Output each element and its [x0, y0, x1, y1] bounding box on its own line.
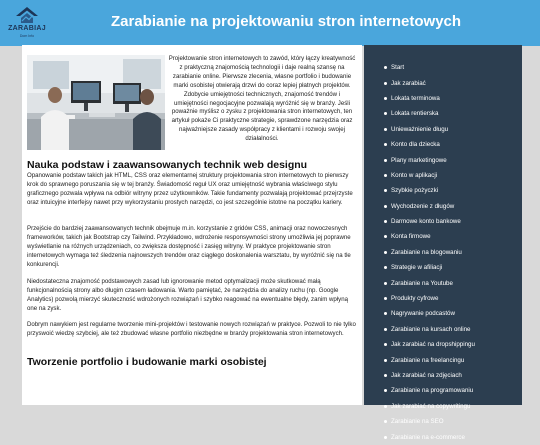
bullet-icon [384, 297, 387, 300]
article-paragraph: Dobrym nawykiem jest regularne tworzenie mini-projektów i testowanie nowych rozwiązań w praktyce. Pozwoli to nie tylko przyswoić wiedzę szybciej, ale też zbudować własne portfolio niezbędne w branży projektowania stron internetowych. [27, 321, 356, 337]
sidebar-item-label: Unieważnienie długu [391, 125, 449, 133]
sidebar-item[interactable] [364, 168, 522, 183]
sidebar-item-label: Szybkie pożyczki [391, 187, 439, 195]
sidebar-item-label: Konto w aplikacji [391, 171, 438, 179]
bullet-icon [384, 312, 387, 315]
sidebar-item-label: Produkty cyfrowe [391, 295, 439, 303]
bullet-icon [384, 328, 387, 331]
sidebar-item-label: Zarabianie na kursach online [391, 325, 471, 333]
bullet-icon [384, 374, 387, 377]
sidebar-item[interactable] [364, 291, 522, 306]
article-photo [27, 55, 165, 150]
sidebar-item[interactable] [364, 337, 522, 352]
sidebar-item[interactable] [364, 260, 522, 275]
logo-subtext: Dom Info [19, 34, 35, 38]
bullet-icon [384, 174, 387, 177]
article-paragraph: Przejście do bardziej zaawansowanych technik obejmuje m.in. korzystanie z gridów CSS, animacji oraz nowoczesnych frameworków, takich jak Bootstrap czy Tailwind. Przykładowo, wdrożenie responsywności strony umożliwia jej poprawne wyświetlanie na różnych urządzeniach, co zwiększa dostępność i zasięg witryny. W praktyce projektowanie stron internetowych wymaga też śledzenia najnowszych trendów oraz ciągłego doskonalenia warsztatu, by wyróżnić się na tle konkurencji. [27, 225, 351, 268]
sidebar-item[interactable] [364, 75, 522, 90]
sidebar-item-label: Jak zarabiać na zdjęciach [391, 372, 462, 379]
sidebar-item[interactable] [364, 414, 522, 429]
sidebar-item[interactable] [364, 214, 522, 229]
bullet-icon [384, 220, 387, 223]
sidebar-item-label: Zarabianie na blogowaniu [391, 248, 462, 256]
section-heading-portfolio: Tworzenie portfolio i budowanie marki osobistej [27, 356, 267, 368]
sidebar-item-label: Jak zarabiać na dropshippingu [391, 341, 475, 349]
sidebar-item-label: Zarabianie na programowaniu [391, 387, 474, 395]
sidebar-item[interactable] [364, 106, 522, 121]
sidebar-item[interactable] [364, 322, 522, 337]
bullet-icon [384, 420, 387, 423]
article-paragraph: Opanowanie podstaw takich jak HTML, CSS oraz elementarnej struktury projektowania stron internetowych to pierwszy krok do sprawnego poruszania się w tej branży. Świadomość reguł UX oraz umiejętność wybrania właściwego stylu graficznego pozwala wpływa na odbiór witryny przez użytkowników. Takie fundamenty pozwalają projektować przejrzyste oraz intuicyjne interfejsy nawet przy wykorzystaniu prostych narzędzi, co jest szczególnie istotne na początku kariery. [27, 172, 353, 206]
bullet-icon [384, 389, 387, 392]
bullet-icon [384, 97, 387, 100]
site-logo[interactable] [4, 4, 50, 42]
sidebar-item-label: Start [391, 64, 405, 72]
section-heading-basics: Nauka podstaw i zaawansowanych technik web designu [27, 159, 308, 171]
bullet-icon [384, 112, 387, 115]
sidebar-item[interactable] [364, 152, 522, 167]
sidebar-item-label: Jak zarabiać [391, 79, 426, 87]
bullet-icon [384, 251, 387, 254]
bullet-icon [384, 159, 387, 162]
sidebar [364, 45, 522, 441]
main-content [22, 45, 362, 405]
sidebar-item-label: Wychodzenie z długów [391, 202, 455, 210]
site-title: Zarabianie na projektowaniu stron internetowych [111, 13, 462, 30]
sidebar-item-label: Lokata rentierska [391, 110, 439, 118]
bullet-icon [384, 143, 387, 146]
sidebar-item[interactable] [364, 122, 522, 137]
sidebar-item-label: Konto dla dziecka [391, 141, 440, 149]
site-header [0, 0, 540, 46]
sidebar-item[interactable] [364, 137, 522, 152]
bullet-icon [384, 82, 387, 85]
sidebar-item[interactable] [364, 245, 522, 260]
sidebar-item-label: Lokata terminowa [391, 94, 440, 102]
sidebar-item[interactable] [364, 183, 522, 198]
bullet-icon [384, 343, 387, 346]
sidebar-item-label: Konta firmowe [391, 233, 431, 241]
bullet-icon [384, 205, 387, 208]
sidebar-item-label: Plany marketingowe [391, 156, 447, 164]
sidebar-item[interactable] [364, 199, 522, 214]
sidebar-item[interactable] [364, 352, 522, 367]
sidebar-item[interactable] [364, 60, 522, 75]
sidebar-item-label: Strategie w afiliacji [391, 264, 443, 272]
sidebar-item-label: Zarabianie na freelancingu [391, 356, 465, 364]
sidebar-item-label: Zarabianie na Youtube [391, 279, 453, 287]
bullet-icon [384, 266, 387, 269]
house-logo-icon [15, 6, 39, 24]
sidebar-item[interactable] [364, 399, 522, 414]
bullet-icon [384, 359, 387, 362]
bullet-icon [384, 436, 387, 439]
sidebar-item-label: Jak zarabiać na copywritingu [391, 402, 471, 410]
bullet-icon [384, 189, 387, 192]
sidebar-item-label: Darmowe konto bankowe [391, 218, 461, 226]
sidebar-menu [364, 45, 522, 445]
sidebar-item[interactable] [364, 368, 522, 383]
sidebar-item[interactable] [364, 91, 522, 106]
office-workers-image [27, 55, 165, 150]
logo-text: ZARABIAJ [8, 25, 46, 32]
sidebar-item[interactable] [364, 383, 522, 398]
bullet-icon [384, 66, 387, 69]
sidebar-item-label: Zarabianie na e-commerce [391, 433, 465, 441]
article-paragraph: Niedostateczna znajomość podstawowych zasad lub ignorowanie metod optymalizacji może skutkować małą funkcjonalnością strony albo długim czasem ładowania. Warto pamiętać, że narzędzia do analizy ruchu (np. Google Analytics) pozwolą mierzyć skuteczność wdrożonych rozwiązań i szybko reagować na ewentualne błędy, zanim wpłyną one na zysk. [27, 278, 348, 312]
sidebar-item-label: Zarabianie na SEO [391, 418, 444, 426]
bullet-icon [384, 235, 387, 238]
sidebar-item[interactable] [364, 429, 522, 444]
article-intro: Projektowanie stron internetowych to zawód, który łączy kreatywność z praktyczną znajomością technologii i daje realną szansę na zarabianie online. Pierwsze zlecenia, własne portfolio i budowanie marki osobistej otwierają drzwi do coraz lepiej płatnych projektów. Zdobycie umiejętności technicznych, znajomość trendów i umiejętności negocjacyjne pozwalają wyróżnić się w branży. Jeśli poważnie myślisz o zysku z projektowania stron internetowych, ten artykuł pokaże Ci praktyczne strategie, sprawdzone narzędzia oraz najważniejsze zasady współpracy z klientami i rozwoju swojej działalności. [168, 55, 356, 143]
sidebar-item[interactable] [364, 306, 522, 321]
sidebar-item-label: Nagrywanie podcastów [391, 310, 455, 318]
bullet-icon [384, 282, 387, 285]
sidebar-item[interactable] [364, 229, 522, 244]
bullet-icon [384, 405, 387, 408]
bullet-icon [384, 128, 387, 131]
sidebar-item[interactable] [364, 275, 522, 290]
